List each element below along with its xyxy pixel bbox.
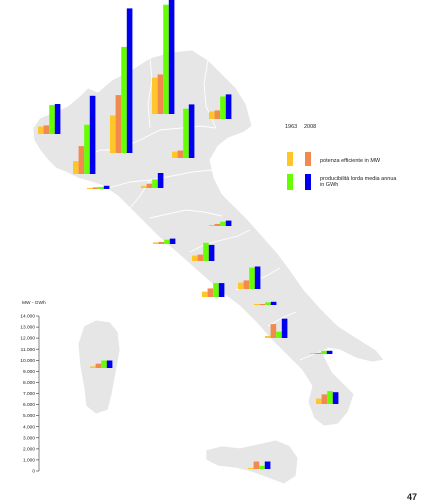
bar-mw-1963 (310, 353, 316, 354)
legend-label-gwh-line2: in GWh (320, 182, 339, 188)
axis-unit-label: MW - GWh (22, 301, 46, 306)
legend-label-gwh (320, 176, 398, 188)
bar-gwh-1963 (327, 391, 333, 404)
y-tick-label: 12.000 (20, 336, 35, 342)
bar-gwh-2008 (255, 267, 261, 290)
bar-mw-1963 (209, 112, 215, 120)
sicily (206, 440, 298, 484)
bar-mw-2008 (316, 353, 322, 354)
bar-group-lazio (202, 283, 224, 297)
bar-mw-1963 (110, 116, 116, 154)
bar-gwh-2008 (127, 8, 133, 153)
bar-mw-1963 (202, 292, 208, 297)
bar-gwh-2008 (226, 221, 232, 226)
bar-mw-1963 (248, 468, 254, 469)
bar-gwh-2008 (282, 319, 288, 338)
y-tick-label: 1.000 (22, 458, 35, 464)
bar-gwh-1963 (84, 125, 90, 174)
bar-gwh-1963 (321, 351, 327, 354)
bar-gwh-1963 (203, 243, 209, 261)
bar-mw-2008 (93, 187, 99, 189)
bar-mw-1963 (90, 366, 96, 368)
bar-mw-2008 (198, 255, 204, 261)
y-tick-label: 11.000 (20, 347, 35, 353)
bar-gwh-2008 (265, 462, 271, 470)
y-tick-label: 14.000 (20, 314, 35, 320)
bar-mw-1963 (38, 127, 44, 135)
bar-gwh-2008 (107, 361, 113, 369)
bar-gwh-2008 (271, 302, 277, 305)
bar-gwh-2008 (333, 392, 339, 404)
italy-map (33, 50, 384, 484)
y-axis (20, 300, 46, 475)
bar-gwh-1963 (276, 332, 282, 338)
bar-mw-2008 (96, 364, 102, 368)
bar-gwh-2008 (209, 245, 215, 261)
bar-gwh-1963 (163, 5, 169, 114)
legend-year-1963: 1963 (285, 124, 298, 130)
bar-gwh-2008 (55, 104, 61, 134)
y-tick-label: 5.000 (22, 414, 35, 420)
bar-mw-1963 (87, 188, 93, 189)
bar-gwh-1963 (49, 105, 55, 134)
legend-swatch-mw-1963 (287, 152, 293, 166)
bar-gwh-1963 (152, 179, 158, 188)
legend-label-gwh-line1: producibilità lorda media annua (320, 176, 397, 182)
bar-gwh-2008 (189, 104, 195, 158)
bar-mw-2008 (79, 146, 85, 174)
bar-mw-1963 (265, 336, 271, 338)
legend (285, 124, 398, 190)
bar-mw-1963 (209, 225, 215, 226)
bar-mw-1963 (153, 242, 159, 244)
bar-mw-2008 (215, 110, 221, 119)
bar-gwh-2008 (90, 96, 96, 174)
bar-gwh-2008 (104, 186, 110, 189)
bar-mw-1963 (73, 161, 79, 174)
bar-mw-2008 (208, 288, 214, 297)
bar-gwh-2008 (219, 283, 225, 297)
bar-mw-2008 (254, 462, 260, 470)
y-ticks (20, 314, 39, 475)
y-tick-label: 0 (32, 469, 35, 475)
bar-mw-2008 (147, 184, 153, 188)
bar-gwh-1963 (213, 283, 219, 297)
y-tick-label: 6.000 (22, 403, 35, 409)
bar-mw-2008 (271, 324, 277, 338)
page-number: 47 (407, 492, 418, 501)
bar-mw-1963 (316, 399, 322, 404)
bar-gwh-2008 (226, 94, 232, 119)
bar-gwh-1963 (98, 187, 104, 189)
y-tick-label: 4.000 (22, 425, 35, 431)
bar-mw-2008 (159, 242, 165, 244)
y-tick-label: 8.000 (22, 381, 35, 386)
bar-mw-2008 (260, 304, 266, 305)
legend-year-2008: 2008 (304, 124, 317, 130)
bar-gwh-1963 (121, 47, 127, 153)
bar-mw-2008 (178, 151, 184, 159)
bar-gwh-1963 (220, 222, 226, 226)
y-tick-label: 2.000 (22, 447, 35, 453)
legend-swatch-mw-2008 (305, 152, 311, 166)
bar-gwh-2008 (158, 173, 164, 188)
legend-label-mw: potenza efficiente in MW (320, 158, 381, 164)
bar-mw-1963 (192, 256, 198, 261)
bar-mw-2008 (158, 74, 164, 114)
bar-mw-2008 (322, 394, 328, 404)
bar-mw-2008 (44, 125, 50, 134)
bar-mw-1963 (254, 304, 260, 305)
bar-gwh-2008 (169, 0, 175, 114)
bar-gwh-2008 (170, 239, 176, 244)
bar-gwh-1963 (164, 240, 170, 244)
bar-gwh-2008 (327, 351, 333, 354)
y-tick-label: 13.000 (20, 325, 35, 331)
bar-gwh-1963 (220, 97, 226, 120)
bar-gwh-1963 (249, 268, 255, 289)
bar-gwh-1963 (183, 109, 189, 158)
bar-gwh-1963 (265, 302, 271, 305)
bar-mw-2008 (215, 224, 221, 226)
y-tick-label: 9.000 (22, 370, 35, 375)
legend-swatch-gwh-1963 (287, 174, 293, 190)
bar-gwh-1963 (101, 361, 107, 369)
legend-swatch-gwh-2008 (305, 174, 311, 190)
bar-mw-1963 (238, 283, 244, 289)
bar-mw-1963 (172, 152, 178, 158)
bar-mw-1963 (141, 186, 147, 188)
bar-mw-1963 (152, 78, 158, 114)
bar-mw-2008 (116, 95, 122, 153)
y-tick-label: 3.000 (22, 436, 35, 442)
bar-group-liguria (87, 186, 109, 189)
bar-mw-2008 (244, 280, 250, 289)
bar-gwh-1963 (259, 466, 265, 469)
y-tick-label: 7.000 (22, 392, 35, 398)
y-tick-label: 10.000 (20, 358, 35, 364)
